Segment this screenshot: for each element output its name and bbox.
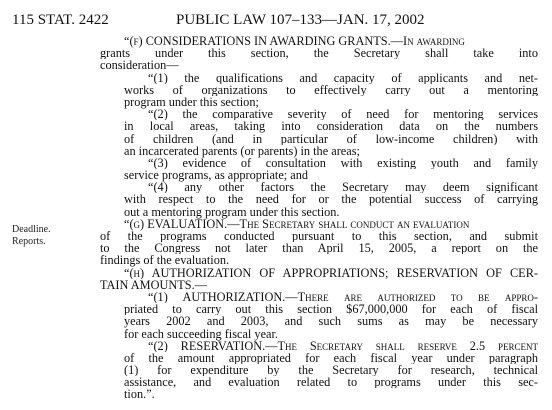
page-header	[12, 10, 540, 30]
text-line-h-heading: “(h) AUTHORIZATION OF APPROPRIATIONS; RESERVATION OF CER-	[124, 266, 538, 279]
text-line: program under this section;	[124, 94, 259, 109]
text-line-f-heading: “(f) CONSIDERATIONS IN AWARDING GRANTS.—In awarding	[124, 34, 465, 48]
text-line: (1) for expenditure by the Secretary for research, technical	[124, 364, 538, 377]
text-line-h2: “(2) RESERVATION.—The Secretary shall reserve 2.5 percent	[148, 339, 538, 352]
text-line: an incarcerated parents (or parents) in the areas;	[124, 143, 360, 158]
text-line: out a mentoring program under this section.	[124, 204, 340, 219]
text-line: in local areas, taking into consideration data on the numbers	[124, 120, 538, 133]
text-line: for each succeeding fiscal year.	[124, 326, 278, 341]
text-line-h1: “(1) AUTHORIZATION.—There are authorized to be appro-	[148, 290, 538, 304]
text-line-f1: “(1) the qualifications and capacity of applicants and net-	[148, 71, 538, 84]
text-line-f2: “(2) the comparative severity of need for mentoring services	[148, 108, 538, 121]
text-line: works of organizations to effectively carry out a mentoring	[124, 83, 538, 96]
law-body-text	[100, 35, 538, 401]
text-line: years 2002 and 2003, and such sums as may be necessary	[124, 315, 538, 328]
text-line: to the Congress not later than April 15, 2005, a report on the	[100, 242, 538, 255]
text-line: priated to carry out this section $67,000,000 for each of fiscal	[124, 303, 538, 316]
text-line: TAIN AMOUNTS.—	[100, 277, 207, 292]
text-line: findings of the evaluation.	[100, 253, 230, 268]
text-line: of the programs conducted pursuant to this section, and submit	[100, 230, 538, 243]
statute-page-number: 115 STAT. 2422	[12, 12, 109, 28]
text-line-f3: “(3) evidence of consultation with existing youth and family	[148, 156, 538, 170]
text-line: of children (and in particular of low-income children) with	[124, 132, 538, 145]
text-line: service programs, as appropriate; and	[124, 168, 309, 183]
text-line-f4: “(4) any other factors the Secretary may deem significant	[148, 181, 538, 194]
margin-note-reports: Reports.	[12, 236, 46, 247]
text-line: with respect to the need for or the potential success of carrying	[124, 193, 538, 206]
text-line-g-heading: “(g) EVALUATION.—The Secretary shall conduct an evaluation	[124, 216, 470, 231]
text-line: grants under this section, the Secretary shall take into	[100, 47, 538, 60]
text-line: assistance, and evaluation related to programs under this sec-	[124, 376, 538, 389]
public-law-title: PUBLIC LAW 107–133—JAN. 17, 2002	[176, 12, 425, 28]
text-line: consideration—	[100, 58, 179, 73]
margin-note-deadline: Deadline.	[12, 224, 51, 235]
text-line: tion.”.	[124, 387, 155, 402]
text-line: of the amount appropriated for each fiscal year under paragraph	[124, 351, 538, 365]
